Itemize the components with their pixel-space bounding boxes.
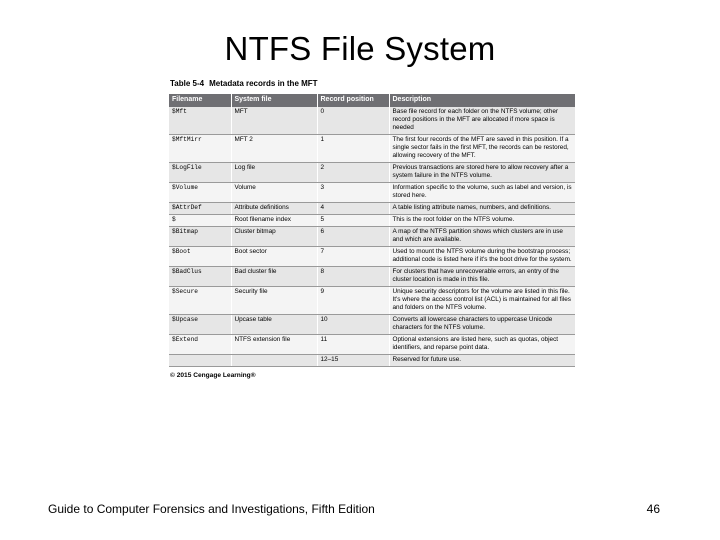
table-row — [169, 107, 575, 135]
cell-system-file: NTFS extension file — [231, 335, 317, 355]
cell-description: A map of the NTFS partition shows which clusters are in use and which are available. — [389, 227, 575, 247]
cell-description: Converts all lowercase characters to uppercase Unicode characters for the NTFS volume. — [389, 315, 575, 335]
cell-system-file: Attribute definitions — [231, 203, 317, 215]
cell-record-position: 4 — [317, 203, 389, 215]
table-row — [169, 267, 575, 287]
cell-record-position: 0 — [317, 107, 389, 135]
table-row — [169, 203, 575, 215]
cell-filename: $Bitmap — [169, 227, 231, 247]
cell-description: Previous transactions are stored here to allow recovery after a system failure in the NTFS volume. — [389, 163, 575, 183]
table-row — [169, 227, 575, 247]
footer-page-number: 46 — [646, 502, 660, 516]
cell-record-position: 10 — [317, 315, 389, 335]
cell-description: Optional extensions are listed here, such as quotas, object identifiers, and reparse point data. — [389, 335, 575, 355]
cell-record-position: 8 — [317, 267, 389, 287]
cell-filename: $MftMirr — [169, 135, 231, 163]
cell-system-file: Upcase table — [231, 315, 317, 335]
cell-filename: $Volume — [169, 183, 231, 203]
cell-record-position: 7 — [317, 247, 389, 267]
table-body — [169, 107, 575, 367]
table-row — [169, 287, 575, 315]
header-description: Description — [389, 94, 575, 107]
cell-system-file: Boot sector — [231, 247, 317, 267]
cell-filename: $AttrDef — [169, 203, 231, 215]
header-system-file: System file — [231, 94, 317, 107]
table-row — [169, 247, 575, 267]
cell-record-position: 3 — [317, 183, 389, 203]
cell-record-position: 9 — [317, 287, 389, 315]
cell-description: The first four records of the MFT are saved in this position. If a single sector fails in the first MFT, the records can be restored, allowing recovery of the MFT. — [389, 135, 575, 163]
copyright-notice: © 2015 Cengage Learning® — [170, 372, 256, 379]
cell-description: Base file record for each folder on the NTFS volume; other record positions in the MFT are allocated if more space is needed — [389, 107, 575, 135]
cell-record-position: 2 — [317, 163, 389, 183]
cell-record-position: 11 — [317, 335, 389, 355]
cell-filename — [169, 355, 231, 367]
cell-filename: $Secure — [169, 287, 231, 315]
cell-system-file: Bad cluster file — [231, 267, 317, 287]
cell-description: A table listing attribute names, numbers, and definitions. — [389, 203, 575, 215]
cell-filename: $Boot — [169, 247, 231, 267]
cell-filename: $Mft — [169, 107, 231, 135]
cell-description: Reserved for future use. — [389, 355, 575, 367]
header-filename: Filename — [169, 94, 231, 107]
footer-book-title: Guide to Computer Forensics and Investigations, Fifth Edition — [48, 502, 375, 516]
cell-description: Unique security descriptors for the volume are listed in this file. It's where the access control list (ACL) is maintained for all files and folders on the NTFS volume. — [389, 287, 575, 315]
table-row — [169, 183, 575, 203]
header-record-position: Record position — [317, 94, 389, 107]
cell-filename: $BadClus — [169, 267, 231, 287]
cell-system-file: MFT 2 — [231, 135, 317, 163]
cell-system-file: Log file — [231, 163, 317, 183]
table-row — [169, 163, 575, 183]
cell-system-file: Root filename index — [231, 215, 317, 227]
cell-system-file: Security file — [231, 287, 317, 315]
cell-record-position: 6 — [317, 227, 389, 247]
cell-description: This is the root folder on the NTFS volume. — [389, 215, 575, 227]
table-row — [169, 315, 575, 335]
table-caption-label: Table 5-4 — [170, 79, 205, 88]
table-caption-title: Metadata records in the MFT — [209, 79, 318, 88]
slide-title: NTFS File System — [224, 30, 496, 67]
mft-metadata-table — [169, 94, 575, 367]
cell-record-position: 1 — [317, 135, 389, 163]
table-row — [169, 215, 575, 227]
cell-system-file: Volume — [231, 183, 317, 203]
cell-filename: $ — [169, 215, 231, 227]
table-row — [169, 355, 575, 367]
cell-filename: $LogFile — [169, 163, 231, 183]
cell-system-file: Cluster bitmap — [231, 227, 317, 247]
cell-record-position: 12–15 — [317, 355, 389, 367]
cell-filename: $Upcase — [169, 315, 231, 335]
table-row — [169, 335, 575, 355]
cell-description: Used to mount the NTFS volume during the bootstrap process; additional code is listed here if it's the boot drive for the system. — [389, 247, 575, 267]
table-header-row — [169, 94, 575, 107]
mft-table-figure — [169, 78, 575, 379]
cell-description: For clusters that have unrecoverable errors, an entry of the cluster location is made in this file. — [389, 267, 575, 287]
cell-filename: $Extend — [169, 335, 231, 355]
cell-system-file: MFT — [231, 107, 317, 135]
table-caption — [169, 78, 575, 94]
cell-description: Information specific to the volume, such as label and version, is stored here. — [389, 183, 575, 203]
cell-system-file — [231, 355, 317, 367]
table-row — [169, 135, 575, 163]
cell-record-position: 5 — [317, 215, 389, 227]
